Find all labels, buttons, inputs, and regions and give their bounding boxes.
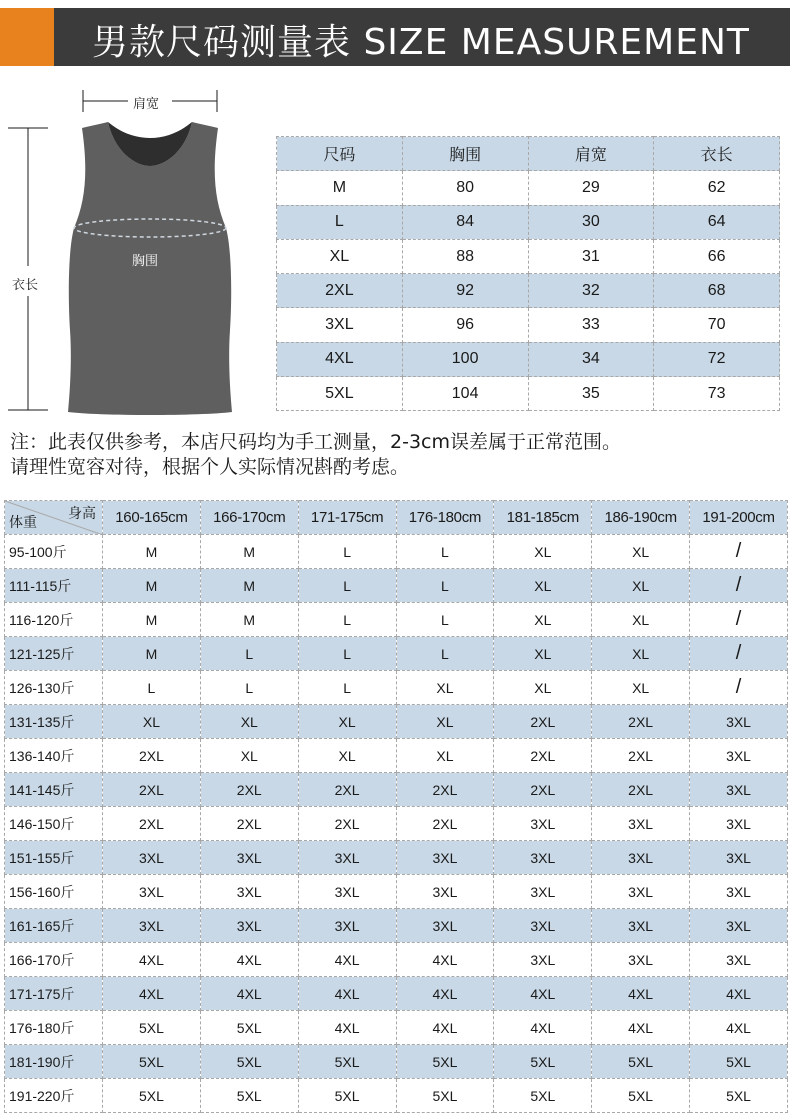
weight-range-cell: 126-130斤 — [5, 671, 103, 705]
recommended-size-cell: 4XL — [592, 1011, 690, 1045]
recommended-size-cell: 3XL — [396, 875, 494, 909]
recommended-size-cell: 3XL — [592, 875, 690, 909]
size-cell: 5XL — [277, 377, 403, 411]
note-line-1: 注：此表仅供参考，本店尺码均为手工测量，2-3cm误差属于正常范围。 — [10, 431, 621, 453]
recommended-size-cell: 2XL — [494, 773, 592, 807]
table-row — [5, 943, 788, 977]
recommended-size-cell: 3XL — [103, 875, 201, 909]
recommended-size-cell: 2XL — [494, 739, 592, 773]
table-row — [277, 342, 780, 376]
height-range-header: 166-170cm — [200, 501, 298, 535]
not-available-mark: / — [735, 574, 742, 596]
recommended-size-cell: 5XL — [494, 1045, 592, 1079]
height-range-header: 191-200cm — [690, 501, 788, 535]
not-available-mark: / — [735, 676, 742, 698]
disclaimer-note — [10, 430, 785, 480]
weight-range-cell: 121-125斤 — [5, 637, 103, 671]
recommended-size-cell: 3XL — [494, 909, 592, 943]
chest-cell: 84 — [402, 205, 528, 239]
chest-cell: 96 — [402, 308, 528, 342]
not-available-slash — [690, 671, 788, 705]
recommended-size-cell: XL — [103, 705, 201, 739]
table-row — [5, 671, 788, 705]
weight-range-cell: 166-170斤 — [5, 943, 103, 977]
chest-cell: 80 — [402, 171, 528, 205]
recommended-size-cell: 3XL — [298, 909, 396, 943]
recommended-size-cell: 3XL — [690, 943, 788, 977]
shoulder-cell: 30 — [528, 205, 654, 239]
recommended-size-cell: XL — [494, 535, 592, 569]
recommended-size-cell: 3XL — [200, 841, 298, 875]
recommended-size-cell: 4XL — [103, 977, 201, 1011]
table-row — [5, 1011, 788, 1045]
recommended-size-cell: 4XL — [592, 977, 690, 1011]
recommended-size-cell: 3XL — [690, 773, 788, 807]
recommended-size-cell: 3XL — [690, 705, 788, 739]
recommended-size-cell: L — [396, 535, 494, 569]
weight-range-cell: 146-150斤 — [5, 807, 103, 841]
length-cell: 68 — [654, 274, 780, 308]
shoulder-cell: 29 — [528, 171, 654, 205]
length-cell: 64 — [654, 205, 780, 239]
garment-diagram — [0, 0, 260, 430]
not-available-mark: / — [735, 642, 742, 664]
recommended-size-cell: 3XL — [690, 807, 788, 841]
recommended-size-cell: XL — [396, 739, 494, 773]
recommended-size-cell: 3XL — [103, 909, 201, 943]
recommended-size-cell: XL — [494, 569, 592, 603]
tank-top-illustration — [0, 0, 260, 430]
size-cell: L — [277, 205, 403, 239]
recommended-size-cell: 5XL — [298, 1079, 396, 1113]
weight-height-table — [4, 500, 788, 1113]
chest-cell: 100 — [402, 342, 528, 376]
table-row — [277, 205, 780, 239]
size-chart-table — [276, 136, 780, 411]
recommended-size-cell: 3XL — [592, 909, 690, 943]
height-range-header: 176-180cm — [396, 501, 494, 535]
weight-range-cell: 181-190斤 — [5, 1045, 103, 1079]
recommended-size-cell: 4XL — [200, 977, 298, 1011]
recommended-size-cell: L — [298, 603, 396, 637]
size-cell: 4XL — [277, 342, 403, 376]
recommended-size-cell: 2XL — [200, 807, 298, 841]
recommended-size-cell: 4XL — [200, 943, 298, 977]
recommended-size-cell: M — [103, 637, 201, 671]
recommended-size-cell: XL — [592, 671, 690, 705]
recommended-size-cell: 4XL — [298, 943, 396, 977]
recommended-size-cell: 2XL — [298, 807, 396, 841]
recommended-size-cell: M — [103, 603, 201, 637]
length-cell: 73 — [654, 377, 780, 411]
recommended-size-cell: L — [103, 671, 201, 705]
recommended-size-cell: XL — [494, 671, 592, 705]
recommended-size-cell: L — [298, 637, 396, 671]
shoulder-cell: 33 — [528, 308, 654, 342]
table-row — [5, 875, 788, 909]
recommended-size-cell: 3XL — [200, 875, 298, 909]
chest-cell: 104 — [402, 377, 528, 411]
page-title: 男款尺码测量表 SIZE MEASUREMENT — [92, 22, 750, 63]
table-row — [277, 239, 780, 273]
table-row — [5, 1045, 788, 1079]
not-available-slash — [690, 603, 788, 637]
not-available-slash — [690, 637, 788, 671]
recommended-size-cell: 3XL — [200, 909, 298, 943]
not-available-mark: / — [735, 608, 742, 630]
height-axis-label: 身高 — [68, 506, 96, 522]
chest-label: 胸围 — [132, 254, 159, 269]
size-cell: M — [277, 171, 403, 205]
recommended-size-cell: 3XL — [690, 909, 788, 943]
weight-axis-label: 体重 — [9, 515, 37, 531]
recommended-size-cell: 3XL — [396, 909, 494, 943]
table-row — [5, 637, 788, 671]
shoulder-cell: 32 — [528, 274, 654, 308]
recommended-size-cell: 5XL — [200, 1011, 298, 1045]
recommended-size-cell: M — [200, 603, 298, 637]
length-cell: 72 — [654, 342, 780, 376]
recommended-size-cell: 3XL — [494, 807, 592, 841]
recommended-size-cell: 5XL — [200, 1079, 298, 1113]
recommended-size-cell: 3XL — [592, 943, 690, 977]
size-cell: 3XL — [277, 308, 403, 342]
height-header-row — [5, 501, 788, 535]
length-cell: 62 — [654, 171, 780, 205]
weight-range-cell: 131-135斤 — [5, 705, 103, 739]
recommended-size-cell: M — [200, 535, 298, 569]
recommended-size-cell: 3XL — [592, 841, 690, 875]
weight-range-cell: 151-155斤 — [5, 841, 103, 875]
weight-range-cell: 191-220斤 — [5, 1079, 103, 1113]
recommended-size-cell: 2XL — [592, 773, 690, 807]
recommended-size-cell: 2XL — [396, 807, 494, 841]
recommended-size-cell: 3XL — [690, 739, 788, 773]
recommended-size-cell: L — [298, 569, 396, 603]
recommended-size-cell: 3XL — [494, 943, 592, 977]
table-row — [5, 773, 788, 807]
recommended-size-cell: 3XL — [592, 807, 690, 841]
recommended-size-cell: 4XL — [396, 1011, 494, 1045]
recommended-size-cell: L — [396, 603, 494, 637]
table-row — [5, 841, 788, 875]
table-row — [277, 171, 780, 205]
recommended-size-cell: L — [200, 637, 298, 671]
table-row — [5, 807, 788, 841]
weight-range-cell: 136-140斤 — [5, 739, 103, 773]
recommended-size-cell: 5XL — [690, 1079, 788, 1113]
recommended-size-cell: 4XL — [690, 1011, 788, 1045]
chest-cell: 88 — [402, 239, 528, 273]
recommended-size-cell: XL — [298, 705, 396, 739]
recommended-size-cell: L — [396, 569, 494, 603]
not-available-slash — [690, 535, 788, 569]
recommended-size-cell: 5XL — [396, 1079, 494, 1113]
recommended-size-cell: 5XL — [494, 1079, 592, 1113]
height-range-header: 160-165cm — [103, 501, 201, 535]
table-row — [277, 308, 780, 342]
size-cell: XL — [277, 239, 403, 273]
header-shoulder: 肩宽 — [528, 137, 654, 171]
not-available-slash — [690, 569, 788, 603]
recommended-size-cell: M — [200, 569, 298, 603]
recommended-size-cell: 5XL — [592, 1045, 690, 1079]
not-available-mark: / — [735, 540, 742, 562]
chest-cell: 92 — [402, 274, 528, 308]
recommended-size-cell: 5XL — [298, 1045, 396, 1079]
table-row — [277, 274, 780, 308]
recommended-size-cell: XL — [200, 705, 298, 739]
recommended-size-cell: 5XL — [592, 1079, 690, 1113]
recommended-size-cell: 2XL — [298, 773, 396, 807]
weight-range-cell: 116-120斤 — [5, 603, 103, 637]
height-range-header: 171-175cm — [298, 501, 396, 535]
recommended-size-cell: 4XL — [690, 977, 788, 1011]
recommended-size-cell: L — [298, 535, 396, 569]
recommended-size-cell: L — [200, 671, 298, 705]
recommended-size-cell: 3XL — [494, 875, 592, 909]
recommended-size-cell: 5XL — [103, 1045, 201, 1079]
recommended-size-cell: XL — [592, 569, 690, 603]
recommended-size-cell: 5XL — [690, 1045, 788, 1079]
header-chest: 胸围 — [402, 137, 528, 171]
weight-range-cell: 176-180斤 — [5, 1011, 103, 1045]
recommended-size-cell: 3XL — [690, 841, 788, 875]
recommended-size-cell: 4XL — [494, 1011, 592, 1045]
table-row — [277, 377, 780, 411]
recommended-size-cell: 3XL — [298, 875, 396, 909]
recommended-size-cell: M — [103, 535, 201, 569]
header-length: 衣长 — [654, 137, 780, 171]
note-line-2: 请理性宽容对待，根据个人实际情况斟酌考虑。 — [10, 456, 410, 478]
recommended-size-cell: XL — [592, 637, 690, 671]
length-label: 衣长 — [12, 278, 39, 293]
weight-range-cell: 141-145斤 — [5, 773, 103, 807]
recommended-size-cell: 4XL — [396, 977, 494, 1011]
recommended-size-cell: 5XL — [396, 1045, 494, 1079]
shoulder-cell: 35 — [528, 377, 654, 411]
recommended-size-cell: 5XL — [103, 1079, 201, 1113]
recommended-size-cell: 2XL — [494, 705, 592, 739]
shoulder-width-label: 肩宽 — [133, 97, 160, 112]
recommended-size-cell: 3XL — [103, 841, 201, 875]
shoulder-cell: 31 — [528, 239, 654, 273]
table-row — [5, 977, 788, 1011]
recommended-size-cell: 3XL — [690, 875, 788, 909]
recommended-size-cell: 2XL — [592, 705, 690, 739]
recommended-size-cell: XL — [298, 739, 396, 773]
size-cell: 2XL — [277, 274, 403, 308]
weight-height-body — [5, 535, 788, 1113]
recommended-size-cell: 2XL — [200, 773, 298, 807]
shoulder-cell: 34 — [528, 342, 654, 376]
recommended-size-cell: XL — [200, 739, 298, 773]
recommended-size-cell: 4XL — [396, 943, 494, 977]
recommended-size-cell: 3XL — [298, 841, 396, 875]
weight-range-cell: 95-100斤 — [5, 535, 103, 569]
recommended-size-cell: 2XL — [103, 773, 201, 807]
table-row — [5, 705, 788, 739]
recommended-size-cell: XL — [396, 705, 494, 739]
recommended-size-cell: 3XL — [494, 841, 592, 875]
table-row — [5, 739, 788, 773]
table-row — [5, 603, 788, 637]
size-table-header-row — [277, 137, 780, 171]
recommended-size-cell: L — [298, 671, 396, 705]
recommended-size-cell: 3XL — [396, 841, 494, 875]
recommended-size-cell: 4XL — [298, 1011, 396, 1045]
weight-range-cell: 171-175斤 — [5, 977, 103, 1011]
table-row — [5, 909, 788, 943]
table-row — [5, 569, 788, 603]
recommended-size-cell: XL — [494, 637, 592, 671]
recommended-size-cell: XL — [592, 603, 690, 637]
recommended-size-cell: 4XL — [298, 977, 396, 1011]
height-range-header: 186-190cm — [592, 501, 690, 535]
weight-range-cell: 161-165斤 — [5, 909, 103, 943]
recommended-size-cell: 2XL — [103, 739, 201, 773]
weight-range-cell: 156-160斤 — [5, 875, 103, 909]
recommended-size-cell: 2XL — [592, 739, 690, 773]
recommended-size-cell: 4XL — [103, 943, 201, 977]
recommended-size-cell: L — [396, 637, 494, 671]
table-row — [5, 1079, 788, 1113]
recommended-size-cell: 4XL — [494, 977, 592, 1011]
height-range-header: 181-185cm — [494, 501, 592, 535]
corner-cell — [5, 501, 103, 535]
length-cell: 70 — [654, 308, 780, 342]
table-row — [5, 535, 788, 569]
length-cell: 66 — [654, 239, 780, 273]
recommended-size-cell: XL — [396, 671, 494, 705]
recommended-size-cell: 5XL — [103, 1011, 201, 1045]
weight-range-cell: 111-115斤 — [5, 569, 103, 603]
header-size: 尺码 — [277, 137, 403, 171]
recommended-size-cell: 5XL — [200, 1045, 298, 1079]
recommended-size-cell: 2XL — [396, 773, 494, 807]
recommended-size-cell: M — [103, 569, 201, 603]
recommended-size-cell: 2XL — [103, 807, 201, 841]
recommended-size-cell: XL — [592, 535, 690, 569]
recommended-size-cell: XL — [494, 603, 592, 637]
